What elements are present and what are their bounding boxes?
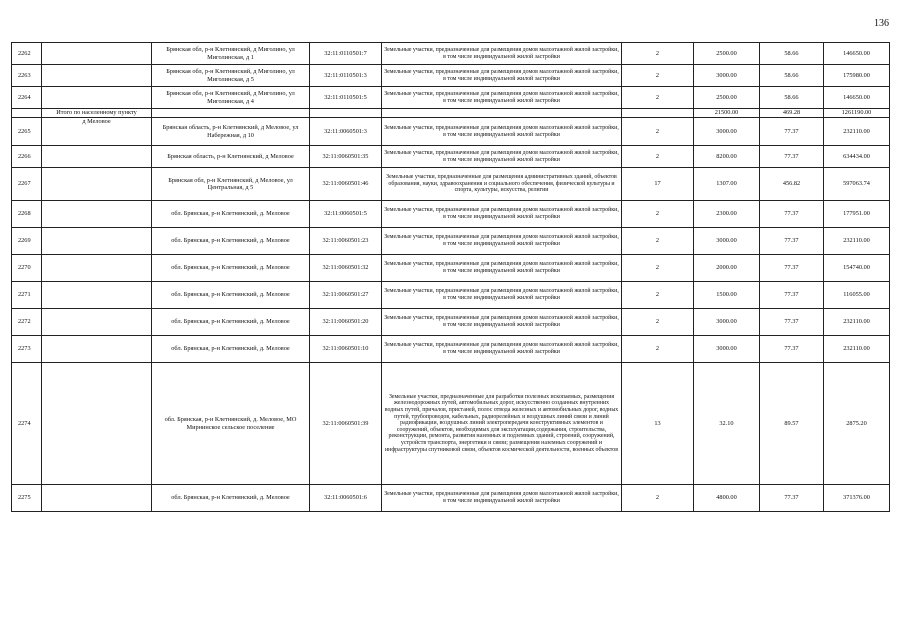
use-code-cell: 2 <box>622 282 694 309</box>
rate-cell: 77.37 <box>760 282 824 309</box>
locality-cell <box>42 485 152 512</box>
locality-cell <box>42 146 152 168</box>
cadastral-value-cell: 116055.00 <box>824 282 890 309</box>
land-use-cell: Земельные участки, предназначенные для размещения домов малоэтажной жилой застройки, в том числе индивидуальной жилой застройки <box>382 309 622 336</box>
address-cell: обл. Брянская, р-н Клетнянский, д. Меловое <box>152 485 310 512</box>
row-number-cell: 2272 <box>12 309 42 336</box>
land-use-cell: Земельные участки, предназначенные для размещения домов малоэтажной жилой застройки, в том числе индивидуальной жилой застройки <box>382 201 622 228</box>
cadastral-value-cell: 154740.00 <box>824 255 890 282</box>
area-cell: 3000.00 <box>694 336 760 363</box>
use-code-cell: 17 <box>622 168 694 201</box>
land-use-cell: Земельные участки, предназначенные для размещения домов малоэтажной жилой застройки, в том числе индивидуальной жилой застройки <box>382 255 622 282</box>
use-code-cell: 2 <box>622 309 694 336</box>
address-cell: Брянская область, р-н Клетнянский, д Меловое <box>152 146 310 168</box>
cadastral-number-cell: 32:11:0060501:39 <box>310 363 382 485</box>
table-row <box>12 146 890 168</box>
address-cell: Брянская обл, р-н Клетнянский, д Меловое, ул Центральная, д 5 <box>152 168 310 201</box>
cadastral-number-cell: 32:11:0060501:27 <box>310 282 382 309</box>
empty-cell <box>152 109 310 118</box>
use-code-cell: 2 <box>622 228 694 255</box>
page-number: 136 <box>874 18 889 29</box>
cadastral-value-cell: 232110.00 <box>824 118 890 146</box>
locality-cell <box>42 43 152 65</box>
rate-cell: 77.37 <box>760 228 824 255</box>
locality-cell <box>42 255 152 282</box>
land-use-cell: Земельные участки, предназначенные для размещения домов малоэтажной жилой застройки, в том числе индивидуальной жилой застройки <box>382 118 622 146</box>
rate-cell: 77.37 <box>760 201 824 228</box>
land-use-cell: Земельные участки, предназначенные для размещения домов малоэтажной жилой застройки, в том числе индивидуальной жилой застройки <box>382 336 622 363</box>
use-code-cell: 2 <box>622 87 694 109</box>
cadastral-value-cell: 146650.00 <box>824 87 890 109</box>
cadastral-number-cell: 32:11:0110501:3 <box>310 65 382 87</box>
area-cell: 2300.00 <box>694 201 760 228</box>
area-cell: 4800.00 <box>694 485 760 512</box>
land-registry-table <box>11 42 890 512</box>
subtotal-rate-cell: 469.28 <box>760 109 824 118</box>
area-cell: 3000.00 <box>694 65 760 87</box>
rate-cell: 77.37 <box>760 485 824 512</box>
area-cell: 2000.00 <box>694 255 760 282</box>
cadastral-value-cell: 175980.00 <box>824 65 890 87</box>
cadastral-value-cell: 371376.00 <box>824 485 890 512</box>
locality-cell <box>42 309 152 336</box>
use-code-cell: 2 <box>622 485 694 512</box>
land-use-cell: Земельные участки, предназначенные для разработки полезных ископаемых, размещения железнодорожных путей, автомобильных дорог, искусственно созданных внутренних водных путей, причалов, пристаней, полос отвода железных и автомобильных дорог, водных путей, трубопроводов, кабельных, радиорелейных и воздушных линий связи и линий радиофикации, воздушных линий электропередачи конструктивных элементов и сооружений, объектов, необходимых для эксплуатации,содержания, строительства, реконструкции, ремонта, развития наземных и подземных зданий, строений, сооружений, устройств транспорта, энергетики и связи; размещения наземных сооружений и инфраструктуры спутниковой связи, объектов космической деятельности, военных объектов <box>382 363 622 485</box>
address-cell: Брянская область, р-н Клетнянский, д Меловое, ул Набережная, д 10 <box>152 118 310 146</box>
row-number-cell: 2275 <box>12 485 42 512</box>
land-use-cell: Земельные участки, предназначенные для размещения домов малоэтажной жилой застройки, в том числе индивидуальной жилой застройки <box>382 146 622 168</box>
table-row <box>12 282 890 309</box>
address-cell: Брянская обл, р-н Клетнянский, д Миголино, ул Миголинская, д 5 <box>152 65 310 87</box>
table-row <box>12 118 890 146</box>
address-cell: Брянская обл, р-н Клетнянский, д Миголино, ул Миголинская, д 4 <box>152 87 310 109</box>
locality-cell <box>42 336 152 363</box>
cadastral-value-cell: 146650.00 <box>824 43 890 65</box>
address-cell: обл. Брянская, р-н Клетнянский, д. Меловое, МО Мирнинское сельское поселение <box>152 363 310 485</box>
use-code-cell: 2 <box>622 201 694 228</box>
locality-cell <box>42 282 152 309</box>
table-row <box>12 255 890 282</box>
locality-cell <box>42 168 152 201</box>
row-number-cell: 2262 <box>12 43 42 65</box>
rate-cell: 58.66 <box>760 87 824 109</box>
table-row <box>12 336 890 363</box>
address-cell: обл. Брянская, р-н Клетнянский, д. Меловое <box>152 255 310 282</box>
area-cell: 8200.00 <box>694 146 760 168</box>
area-cell: 1500.00 <box>694 282 760 309</box>
rate-cell: 58.66 <box>760 43 824 65</box>
row-number-cell: 2273 <box>12 336 42 363</box>
cadastral-number-cell: 32:11:0060501:35 <box>310 146 382 168</box>
row-number-cell: 2266 <box>12 146 42 168</box>
area-cell: 3000.00 <box>694 118 760 146</box>
rate-cell: 58.66 <box>760 65 824 87</box>
table-row <box>12 43 890 65</box>
empty-cell <box>622 109 694 118</box>
table-row <box>12 168 890 201</box>
row-number-cell: 2268 <box>12 201 42 228</box>
row-number-cell: 2264 <box>12 87 42 109</box>
cadastral-number-cell: 32:11:0060501:6 <box>310 485 382 512</box>
cadastral-number-cell: 32:11:0060501:32 <box>310 255 382 282</box>
locality-cell <box>42 87 152 109</box>
land-use-cell: Земельные участки, предназначенные для размещения домов малоэтажной жилой застройки, в том числе индивидуальной жилой застройки <box>382 282 622 309</box>
row-number-cell: 2274 <box>12 363 42 485</box>
address-cell: обл. Брянская, р-н Клетнянский, д. Меловое <box>152 336 310 363</box>
cadastral-value-cell: 232110.00 <box>824 336 890 363</box>
table-row <box>12 309 890 336</box>
address-cell: обл. Брянская, р-н Клетнянский, д. Меловое <box>152 201 310 228</box>
cadastral-value-cell: 597063.74 <box>824 168 890 201</box>
address-cell: обл. Брянская, р-н Клетнянский, д. Меловое <box>152 309 310 336</box>
row-number-cell: 2263 <box>12 65 42 87</box>
row-number-cell: 2267 <box>12 168 42 201</box>
land-use-cell: Земельные участки, предназначенные для размещения домов малоэтажной жилой застройки, в том числе индивидуальной жилой застройки <box>382 87 622 109</box>
use-code-cell: 2 <box>622 146 694 168</box>
area-cell: 3000.00 <box>694 228 760 255</box>
table-row <box>12 363 890 485</box>
use-code-cell: 13 <box>622 363 694 485</box>
table-row <box>12 201 890 228</box>
locality-cell <box>42 65 152 87</box>
use-code-cell: 2 <box>622 255 694 282</box>
area-cell: 2500.00 <box>694 87 760 109</box>
cadastral-number-cell: 32:11:0110501:7 <box>310 43 382 65</box>
land-use-cell: Земельные участки, предназначенные для размещения домов малоэтажной жилой застройки, в том числе индивидуальной жилой застройки <box>382 228 622 255</box>
area-cell: 2500.00 <box>694 43 760 65</box>
table-row <box>12 485 890 512</box>
table-row <box>12 87 890 109</box>
rate-cell: 77.37 <box>760 255 824 282</box>
subtotal-row <box>12 109 890 118</box>
address-cell: Брянская обл, р-н Клетнянский, д Миголино, ул Миголинская, д 1 <box>152 43 310 65</box>
cadastral-number-cell: 32:11:0110501:5 <box>310 87 382 109</box>
subtotal-area-cell: 21500.00 <box>694 109 760 118</box>
land-use-cell: Земельные участки, предназначенные для размещения домов малоэтажной жилой застройки, в том числе индивидуальной жилой застройки <box>382 485 622 512</box>
rate-cell: 89.57 <box>760 363 824 485</box>
row-number-cell: 2271 <box>12 282 42 309</box>
area-cell: 1307.00 <box>694 168 760 201</box>
rate-cell: 456.82 <box>760 168 824 201</box>
locality-cell <box>42 228 152 255</box>
cadastral-value-cell: 634434.00 <box>824 146 890 168</box>
cadastral-number-cell: 32:11:0060501:20 <box>310 309 382 336</box>
cadastral-number-cell: 32:11:0060501:3 <box>310 118 382 146</box>
row-number-cell: 2265 <box>12 118 42 146</box>
land-use-cell: Земельные участки, предназначенные для размещения домов малоэтажной жилой застройки, в том числе индивидуальной жилой застройки <box>382 65 622 87</box>
subtotal-value-cell: 1261190.00 <box>824 109 890 118</box>
locality-cell <box>42 363 152 485</box>
locality-cell <box>42 201 152 228</box>
table-row <box>12 65 890 87</box>
use-code-cell: 2 <box>622 118 694 146</box>
cadastral-value-cell: 232110.00 <box>824 309 890 336</box>
use-code-cell: 2 <box>622 43 694 65</box>
cadastral-number-cell: 32:11:0060501:10 <box>310 336 382 363</box>
area-cell: 3000.00 <box>694 309 760 336</box>
rate-cell: 77.37 <box>760 336 824 363</box>
address-cell: обл. Брянская, р-н Клетнянский, д. Меловое <box>152 282 310 309</box>
land-use-cell: Земельные участки, предназначенные для размещения административных зданий, объектов образования, науки, здравоохранения и социального обеспечения, физической культуры и спорта, культуры, искусства, религии <box>382 168 622 201</box>
rate-cell: 77.37 <box>760 309 824 336</box>
address-cell: обл. Брянская, р-н Клетнянский, д. Меловое <box>152 228 310 255</box>
table-row <box>12 228 890 255</box>
empty-cell <box>310 109 382 118</box>
empty-cell <box>12 109 42 118</box>
subtotal-label-cell: Итого по населенному пункту <box>42 109 152 118</box>
area-cell: 32.10 <box>694 363 760 485</box>
rate-cell: 77.37 <box>760 118 824 146</box>
locality-cell: д Меловое <box>42 118 152 146</box>
cadastral-value-cell: 2875.20 <box>824 363 890 485</box>
row-number-cell: 2269 <box>12 228 42 255</box>
use-code-cell: 2 <box>622 336 694 363</box>
rate-cell: 77.37 <box>760 146 824 168</box>
cadastral-value-cell: 232110.00 <box>824 228 890 255</box>
use-code-cell: 2 <box>622 65 694 87</box>
cadastral-number-cell: 32:11:0060501:5 <box>310 201 382 228</box>
cadastral-value-cell: 177951.00 <box>824 201 890 228</box>
land-use-cell: Земельные участки, предназначенные для размещения домов малоэтажной жилой застройки, в том числе индивидуальной жилой застройки <box>382 43 622 65</box>
cadastral-number-cell: 32:11:0060501:46 <box>310 168 382 201</box>
cadastral-number-cell: 32:11:0060501:23 <box>310 228 382 255</box>
row-number-cell: 2270 <box>12 255 42 282</box>
empty-cell <box>382 109 622 118</box>
